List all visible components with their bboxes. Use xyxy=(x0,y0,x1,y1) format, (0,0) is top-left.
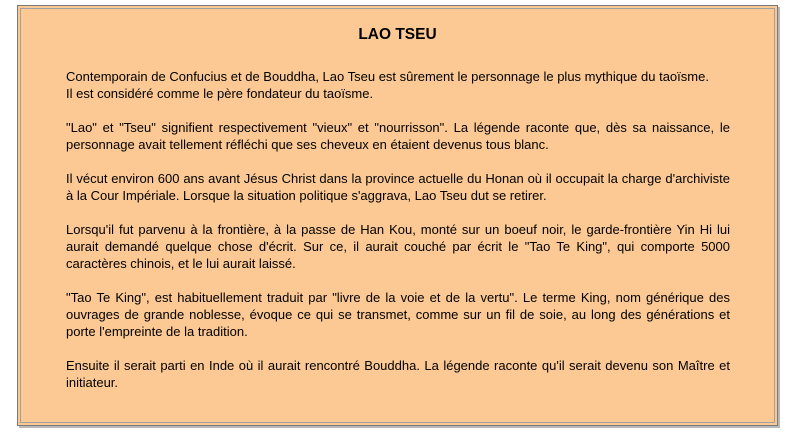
paragraph-line: "Tao Te King", est habituellement traduit par "livre de la voie et de la vertu". Le terme King, nom générique des ouvrages de grande noblesse, évoque ce qui se transmet, comme sur un fil de soie, au long des générations et porte l'empreinte de la tradition. xyxy=(66,290,730,339)
paragraph-tao-te-king xyxy=(66,289,730,340)
paragraph-line: Lorsqu'il fut parvenu à la frontière, à la passe de Han Kou, monté sur un boeuf noir, le garde-frontière Yin Hi lui aurait demandé quelque chose d'écrit. Sur ce, il aurait couché par écrit le "Tao Te King", qui comporte 5000 caractères chinois, et le lui aurait laissé. xyxy=(66,222,730,271)
paragraph-history xyxy=(66,170,730,204)
paragraph-line: Il est considéré comme le père fondateur du taoïsme. xyxy=(66,86,374,101)
paragraph-intro xyxy=(66,68,730,102)
paragraph-line: Il vécut environ 600 ans avant Jésus Christ dans la province actuelle du Honan où il occupait la charge d'archiviste à la Cour Impériale. Lorsque la situation politique s'aggrava, Lao Tseu dut se retirer. xyxy=(66,171,730,203)
article-panel xyxy=(17,5,778,426)
paragraph-line: "Lao" et "Tseu" signifient respectivement "vieux" et "nourrisson". La légende raconte que, dès sa naissance, le personnage avait tellement réfléchi que ses cheveux en étaient devenus tous blanc. xyxy=(66,120,730,152)
paragraph-india xyxy=(66,357,730,391)
paragraph-line: Ensuite il serait parti en Inde où il aurait rencontré Bouddha. La légende raconte qu'il serait devenu son Maître et initiateur. xyxy=(66,358,730,390)
paragraph-name-meaning xyxy=(66,119,730,153)
article-title: LAO TSEU xyxy=(358,26,437,43)
paragraph-line: Contemporain de Confucius et de Bouddha, Lao Tseu est sûrement le personnage le plus mythique du taoïsme. xyxy=(66,69,709,84)
paragraph-frontier xyxy=(66,221,730,272)
article-body xyxy=(66,68,730,408)
